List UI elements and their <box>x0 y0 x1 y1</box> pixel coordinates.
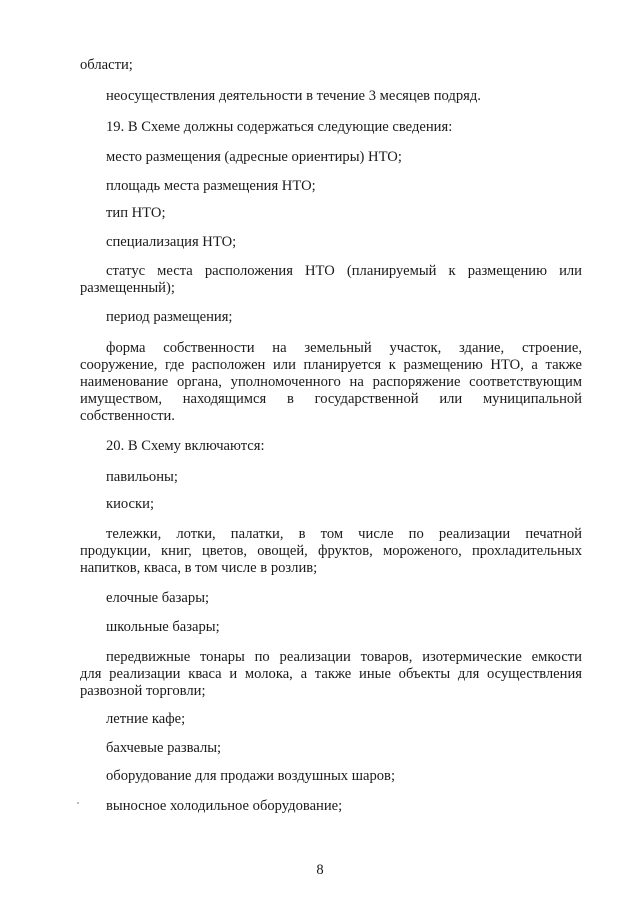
scan-speck <box>77 802 79 804</box>
list-item: елочные базары; <box>106 590 210 606</box>
page-number: 8 <box>316 862 324 878</box>
list-item: выносное холодильное оборудование; <box>106 798 343 814</box>
list-item: летние кафе; <box>106 711 186 727</box>
list-item: специализация НТО; <box>106 234 237 250</box>
list-item: оборудование для продажи воздушных шаров; <box>106 768 396 784</box>
list-item-line: тележки, лотки, палатки, в том числе по реализации печатной <box>106 526 582 542</box>
list-item-line: размещенный); <box>80 280 175 296</box>
list-item-line: передвижные тонары по реализации товаров, изотермические емкости <box>106 649 582 665</box>
list-item-line: собственности. <box>80 408 175 424</box>
list-item-line: имуществом, находящимся в государственной или муниципальной <box>80 391 582 407</box>
list-item: площадь места размещения НТО; <box>106 178 316 194</box>
list-item-line: для реализации кваса и молока, а также иные объекты для осуществления <box>80 666 582 682</box>
list-item-line: статус места расположения НТО (планируемый к размещению или <box>106 263 582 279</box>
list-item: тип НТО; <box>106 205 166 221</box>
list-item-line: форма собственности на земельный участок, здание, строение, <box>106 340 582 356</box>
section-heading: 20. В Схему включаются: <box>106 438 265 454</box>
list-item: школьные базары; <box>106 619 220 635</box>
list-item: период размещения; <box>106 309 233 325</box>
text-line: области; <box>80 57 133 73</box>
list-item-line: сооружение, где расположен или планируется к размещению НТО, а также <box>80 357 582 373</box>
list-item-line: напитков, кваса, в том числе в розлив; <box>80 560 318 576</box>
list-item: бахчевые развалы; <box>106 740 222 756</box>
list-item-line: наименование органа, уполномоченного на распоряжение соответствующим <box>80 374 582 390</box>
list-item-line: развозной торговли; <box>80 683 206 699</box>
list-item: павильоны; <box>106 469 178 485</box>
text-line: неосуществления деятельности в течение 3 месяцев подряд. <box>106 88 481 104</box>
list-item: место размещения (адресные ориентиры) НТО; <box>106 149 402 165</box>
section-heading: 19. В Схеме должны содержаться следующие сведения: <box>106 119 453 135</box>
list-item: киоски; <box>106 496 154 512</box>
list-item-line: продукции, книг, цветов, овощей, фруктов, мороженого, прохладительных <box>80 543 582 559</box>
